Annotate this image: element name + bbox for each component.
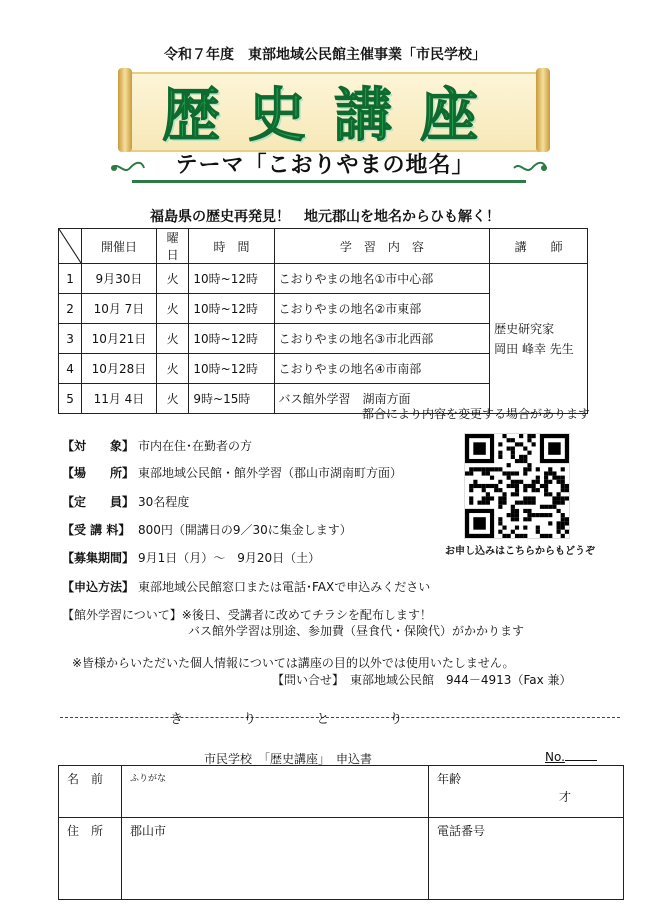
header-date: 開催日 [82,229,157,264]
subtitle: 福島県の歴史再発見！ 地元郡山を地名からひも解く！ [150,209,500,225]
info-capacity [62,493,189,510]
theme-heading: テーマ「こおりやまの地名」 [175,153,475,178]
info-apply [62,578,430,595]
row-number: 2 [59,294,82,324]
row-content: こおりやまの地名①市中心部 [274,264,490,294]
row-time: 10時~12時 [189,294,274,324]
qr-caption: お申し込みはこちらからもどうぞ [445,546,595,557]
cut-char: り [389,712,403,727]
age-label: 年齢 [437,772,462,786]
contact-info: 【問い合せ】 東部地域公民館 944－4913（Fax 兼） [272,673,572,687]
info-value: 東部地域公民館窓口または電話･FAXで申込みください [138,580,431,594]
name-label: 名 前 [59,766,122,818]
info-fee [62,521,352,538]
header-lecturer: 講 師 [490,229,588,264]
row-date: 9月30日 [82,264,157,294]
row-time: 10時~12時 [189,324,274,354]
lecturer-title: 歴史研究家 [494,321,555,336]
title-scroll-banner [118,68,550,152]
schedule-note: 都合により内容を変更する場合があります [361,407,590,421]
info-period [62,549,320,566]
row-content: バス館外学習 湖南方面 [274,384,490,414]
phone-label: 電話番号 [437,824,486,838]
course-title: 歴史講座 [161,81,506,149]
lecturer-name: 岡田 峰幸 先生 [494,341,574,356]
row-date: 10月21日 [82,324,157,354]
info-value: 30名程度 [138,495,190,509]
outside-study-line1: 【館外学習について】※後日、受講者に改めてチラシを配布します！ [62,608,432,622]
info-label: 【募集期間】 [62,551,135,565]
row-number: 5 [59,384,82,414]
info-label: 【申込方法】 [62,580,135,594]
address-label: 住 所 [59,818,122,900]
row-date: 11月 4日 [82,384,157,414]
row-content: こおりやまの地名③市北西部 [274,324,490,354]
form-title: 市民学校 「歴史講座」 申込書 [204,752,373,766]
furigana-label: ふりがな [130,774,167,784]
qr-code-icon[interactable] [464,433,570,539]
info-value: 9月1日（月）～ 9月20日（土） [138,551,321,565]
info-target [62,437,252,454]
application-form [58,765,624,900]
schedule-header-row [59,229,588,264]
row-date: 10月28日 [82,354,157,384]
row-day: 火 [156,354,189,384]
info-label: 【対 象】 [62,439,135,453]
schedule-table [58,228,588,414]
header-blank-diagonal [59,229,82,264]
info-label: 【受 講 料】 [62,523,131,537]
swirl-right-icon [512,160,548,179]
program-header: 令和７年度 東部地域公民館主催事業「市民学校」 [164,47,486,63]
row-number: 1 [59,264,82,294]
info-value: 東部地域公民館・館外学習（郡山市湖南町方面） [138,466,403,480]
lecturer-cell [490,264,588,414]
address-field[interactable]: 郡山市 [122,818,429,900]
age-unit: 才 [559,790,572,804]
info-label: 【場 所】 [62,466,135,480]
row-time: 10時~12時 [189,264,274,294]
outside-study-line2: バス館外学習は別途、参加費（昼食代・保険代）がかかります [188,624,525,638]
cut-char: き [170,712,184,727]
cut-char: と [316,712,330,727]
info-value: 市内在住･在勤者の方 [138,439,253,453]
age-field[interactable] [429,766,624,818]
cut-char: り [243,712,257,727]
form-number-field[interactable]: No. [545,750,597,764]
header-content: 学 習 内 容 [274,229,490,264]
row-time: 10時~12時 [189,354,274,384]
name-field[interactable] [122,766,429,818]
row-content: こおりやまの地名④市南部 [274,354,490,384]
header-day: 曜日 [156,229,189,264]
row-number: 4 [59,354,82,384]
theme-underline [132,180,526,183]
privacy-note: ※皆様からいただいた個人情報については講座の目的以外では使用いたしません。 [72,656,515,670]
phone-field[interactable] [429,818,624,900]
row-time: 9時~15時 [189,384,274,414]
info-location [62,464,402,481]
row-day: 火 [156,264,189,294]
header-time: 時 間 [189,229,274,264]
info-label: 【定 員】 [62,495,135,509]
row-date: 10月 7日 [82,294,157,324]
table-row [59,264,588,294]
info-value: 800円（開講日の9／30に集金します） [138,523,352,537]
row-day: 火 [156,324,189,354]
row-day: 火 [156,294,189,324]
swirl-left-icon [110,160,146,179]
cut-label [170,708,458,727]
row-number: 3 [59,324,82,354]
row-content: こおりやまの地名②市東部 [274,294,490,324]
row-day: 火 [156,384,189,414]
